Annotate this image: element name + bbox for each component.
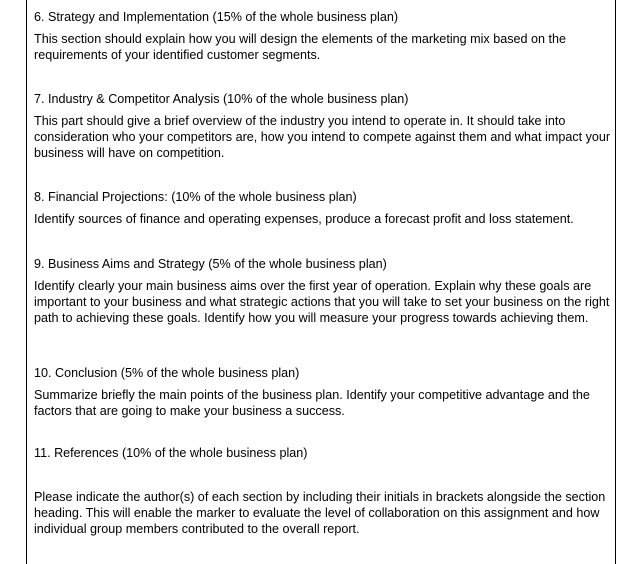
section-heading: 9. Business Aims and Strategy (5% of the whole business plan): [34, 257, 387, 271]
section-financial-projections: [34, 189, 612, 227]
closing-note: [34, 489, 612, 537]
section-references: [34, 445, 612, 461]
section-body: Identify sources of finance and operating expenses, produce a forecast profit and loss statement.: [34, 212, 574, 226]
section-strategy-implementation: [34, 9, 612, 63]
section-heading: 7. Industry & Competitor Analysis (10% of the whole business plan): [34, 92, 409, 106]
section-body: This section should explain how you will design the elements of the marketing mix based on the requirements of your identified customer segments.: [34, 32, 567, 62]
section-heading: 6. Strategy and Implementation (15% of the whole business plan): [34, 10, 399, 24]
closing-note-text: Please indicate the author(s) of each section by including their initials in brackets alongside the section heading. This will enable the marker to evaluate the level of collaboration on this assignment and how individual group members contributed to the overall report.: [34, 490, 606, 536]
section-body: This part should give a brief overview of the industry you intend to operate in. It should take into consideration who your competitors are, how you intend to compete against them and what impact your business will have on competition.: [34, 114, 611, 160]
section-body: Identify clearly your main business aims over the first year of operation. Explain why these goals are important to your business and what strategic actions that you will take to set your business on the right path to achieving these goals. Identify how you will measure your progress towards achieving them.: [34, 279, 610, 325]
section-industry-competitor: [34, 91, 612, 161]
section-conclusion: [34, 365, 612, 419]
document-page: [26, 0, 616, 564]
section-business-aims: [34, 256, 612, 326]
section-heading: 11. References (10% of the whole business plan): [34, 446, 308, 460]
section-body: Summarize briefly the main points of the business plan. Identify your competitive advantage and the factors that are going to make your business a success.: [34, 388, 590, 418]
section-heading: 8. Financial Projections: (10% of the whole business plan): [34, 190, 357, 204]
section-heading: 10. Conclusion (5% of the whole business plan): [34, 366, 300, 380]
